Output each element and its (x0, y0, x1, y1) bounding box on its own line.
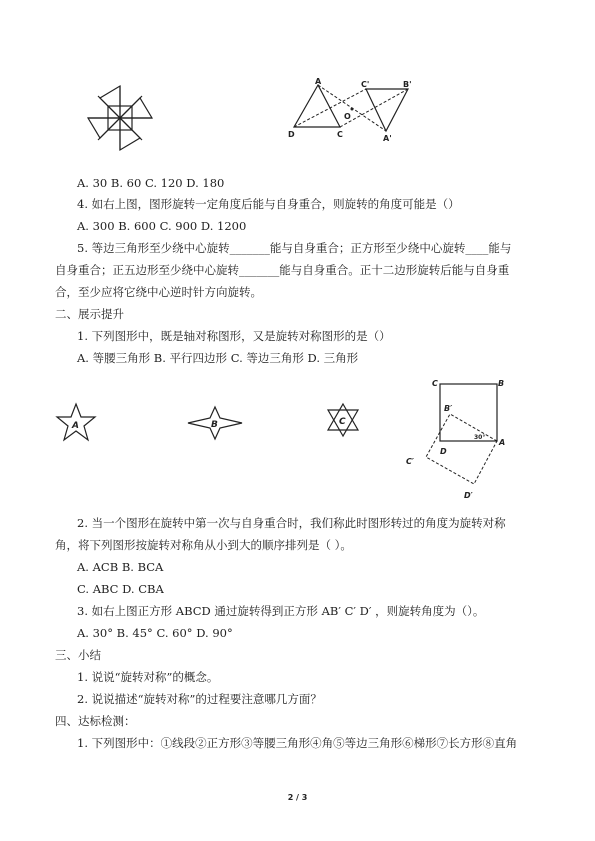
s4-q1-line1: 1. 下列图形中：①线段②正方形③等腰三角形④角⑤等边三角形⑥梯形⑦长方形⑧直角 (77, 736, 518, 750)
q5-line1: 5. 等边三角形至少绕中心旋转_______能与自身重合；正方形至少绕中心旋转____能与 (77, 241, 512, 255)
sq-label-C-prime: C′ (406, 457, 414, 466)
sq-label-C: C (432, 379, 438, 388)
s2-q1-options: A. 等腰三角形 B. 平行四边形 C. 等边三角形 D. 三角形 (77, 351, 359, 365)
label-A: A (315, 77, 322, 86)
sq-label-B: B (498, 379, 505, 388)
label-A-prime: A' (383, 134, 392, 143)
s2-q2-line2: 角，将下列图形按旋转对称角从小到大的顺序排列是（ ）。 (55, 538, 352, 552)
star-b-label: B (211, 420, 218, 430)
section-heading-4: 四、达标检测： (55, 714, 136, 728)
s2-q3-options: A. 30° B. 45° C. 60° D. 90° (77, 626, 233, 640)
label-O: O (344, 112, 351, 121)
star-a-label: A (72, 421, 79, 431)
sq-label-D: D (440, 447, 447, 456)
rotated-triangles-figure (282, 75, 422, 147)
page-number: 2 / 3 (287, 793, 308, 802)
label-D: D (288, 130, 295, 139)
q5-line3: 合，至少应将它绕中心逆时针方向旋转。 (55, 285, 262, 299)
s3-item1: 1. 说说“旋转对称”的概念。 (77, 670, 219, 684)
s2-q3-question: 3. 如右上图正方形 ABCD 通过旋转得到正方形 AB′ C′ D′ ，则旋转角度为（）。 (77, 604, 485, 618)
section-heading-2: 二、展示提升 (55, 307, 124, 321)
q3-options: A. 30 B. 60 C. 120 D. 180 (77, 176, 225, 190)
s2-q2-options-ab: A. ACB B. BCA (77, 560, 164, 574)
label-C-prime: C' (361, 80, 370, 89)
sq-label-B-prime: B′ (444, 404, 453, 413)
star-c-figure (322, 402, 364, 438)
star-c-label: C (339, 417, 346, 427)
s2-q2-line1: 2. 当一个图形在旋转中第一次与自身重合时，我们称此时图形转过的角度为旋转对称 (77, 516, 506, 530)
s2-q2-options-cd: C. ABC D. CBA (77, 582, 164, 596)
sq-label-D-prime: D′ (464, 491, 473, 500)
rotated-square-figure (400, 376, 520, 502)
q4-options: A. 300 B. 600 C. 900 D. 1200 (77, 219, 247, 233)
s2-q1-question: 1. 下列图形中，既是轴对称图形，又是旋转对称图形的是（） (77, 329, 391, 343)
s3-item2: 2. 说说描述“旋转对称”的过程要注意哪几方面？ (77, 692, 322, 706)
label-C: C (337, 130, 343, 139)
q4-question: 4. 如右上图，图形旋转一定角度后能与自身重合，则旋转的角度可能是（） (77, 197, 460, 211)
q5-line2: 自身重合；正五边形至少绕中心旋转_______能与自身重合。正十二边形旋转后能与自身重 (55, 263, 510, 277)
star-a-figure (55, 402, 97, 442)
sq-label-A: A (499, 438, 506, 447)
label-B-prime: B' (403, 80, 412, 89)
pinwheel-figure (80, 78, 160, 158)
star-b-figure (186, 405, 244, 441)
section-heading-3: 三、小结 (55, 648, 101, 662)
sq-angle-label: 30° (474, 434, 486, 441)
